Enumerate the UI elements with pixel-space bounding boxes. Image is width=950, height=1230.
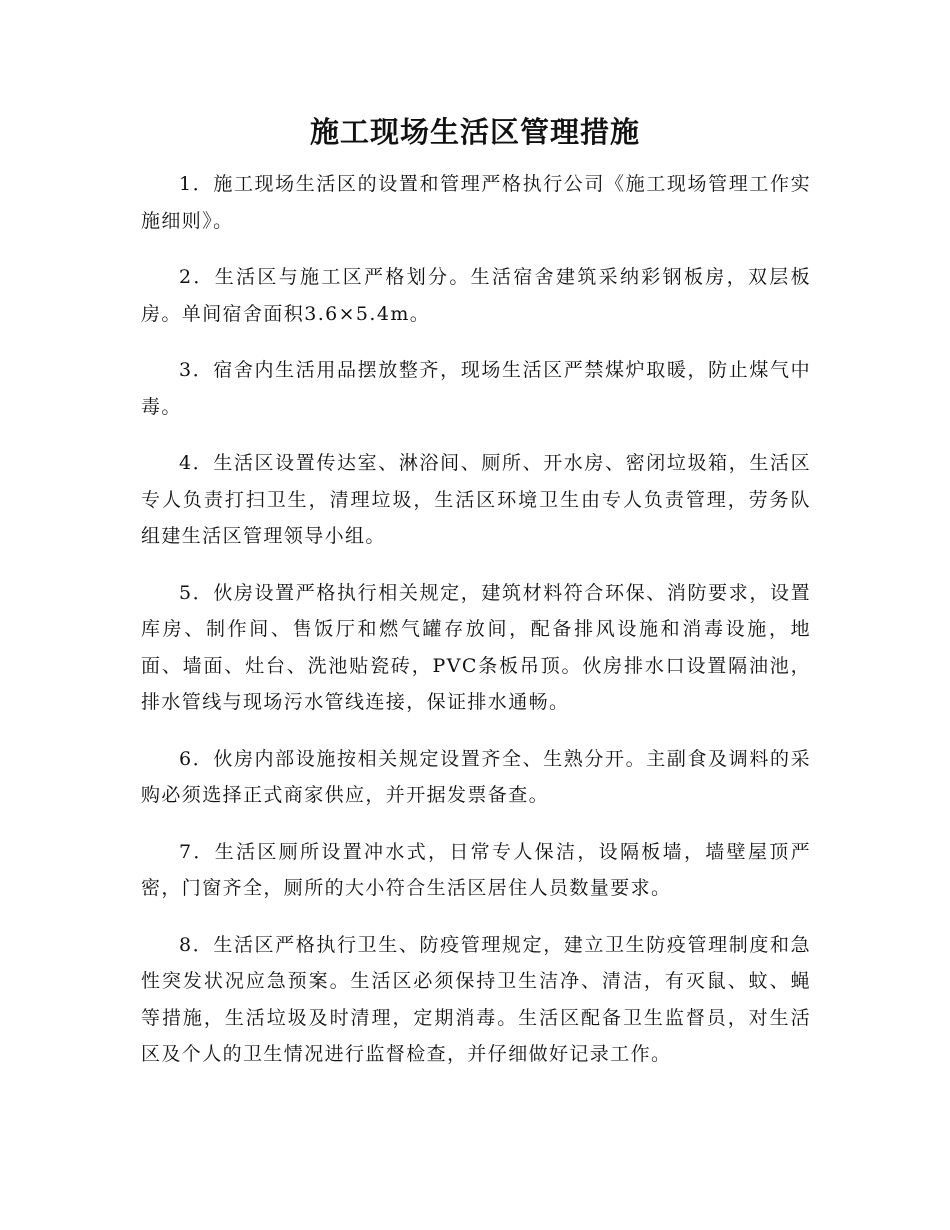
paragraph-1: 1．施工现场生活区的设置和管理严格执行公司《施工现场管理工作实施细则》。 (141, 173, 811, 232)
paragraph-8: 8．生活区严格执行卫生、防疫管理规定，建立卫生防疫管理制度和急性突发状况应急预案。生活区必须保持卫生洁净、清洁，有灭鼠、蚊、蝇等措施，生活垃圾及时清理，定期消毒。生活区配备卫生监督员，对生活区及个人的卫生情况进行监督检查，并仔细做好记录工作。 (141, 933, 811, 1065)
document-title: 施工现场生活区管理措施 (309, 115, 640, 149)
paragraph-3: 3．宿舍内生活用品摆放整齐，现场生活区严禁煤炉取暖，防止煤气中毒。 (141, 359, 811, 418)
paragraph-2: 2．生活区与施工区严格划分。生活宿舍建筑采纳彩钢板房，双层板房。单间宿舍面积3.6×5.4m。 (141, 266, 811, 325)
paragraph-5: 5．伙房设置严格执行相关规定，建筑材料符合环保、消防要求，设置库房、制作间、售饭厅和燃气罐存放间，配备排风设施和消毒设施，地面、墙面、灶台、洗池贴瓷砖，PVC条板吊顶。伙房排水口设置隔油池，排水管线与现场污水管线连接，保证排水通畅。 (141, 581, 811, 713)
paragraph-4: 4．生活区设置传达室、淋浴间、厕所、开水房、密闭垃圾箱，生活区专人负责打扫卫生，清理垃圾，生活区环境卫生由专人负责管理，劳务队组建生活区管理领导小组。 (141, 452, 811, 547)
paragraph-6: 6．伙房内部设施按相关规定设置齐全、生熟分开。主副食及调料的采购必须选择正式商家供应，并开据发票备查。 (141, 747, 811, 806)
document-body (141, 166, 811, 1093)
paragraph-7: 7．生活区厕所设置冲水式，日常专人保洁，设隔板墙，墙壁屋顶严密，门窗齐全，厕所的大小符合生活区居住人员数量要求。 (141, 840, 811, 899)
